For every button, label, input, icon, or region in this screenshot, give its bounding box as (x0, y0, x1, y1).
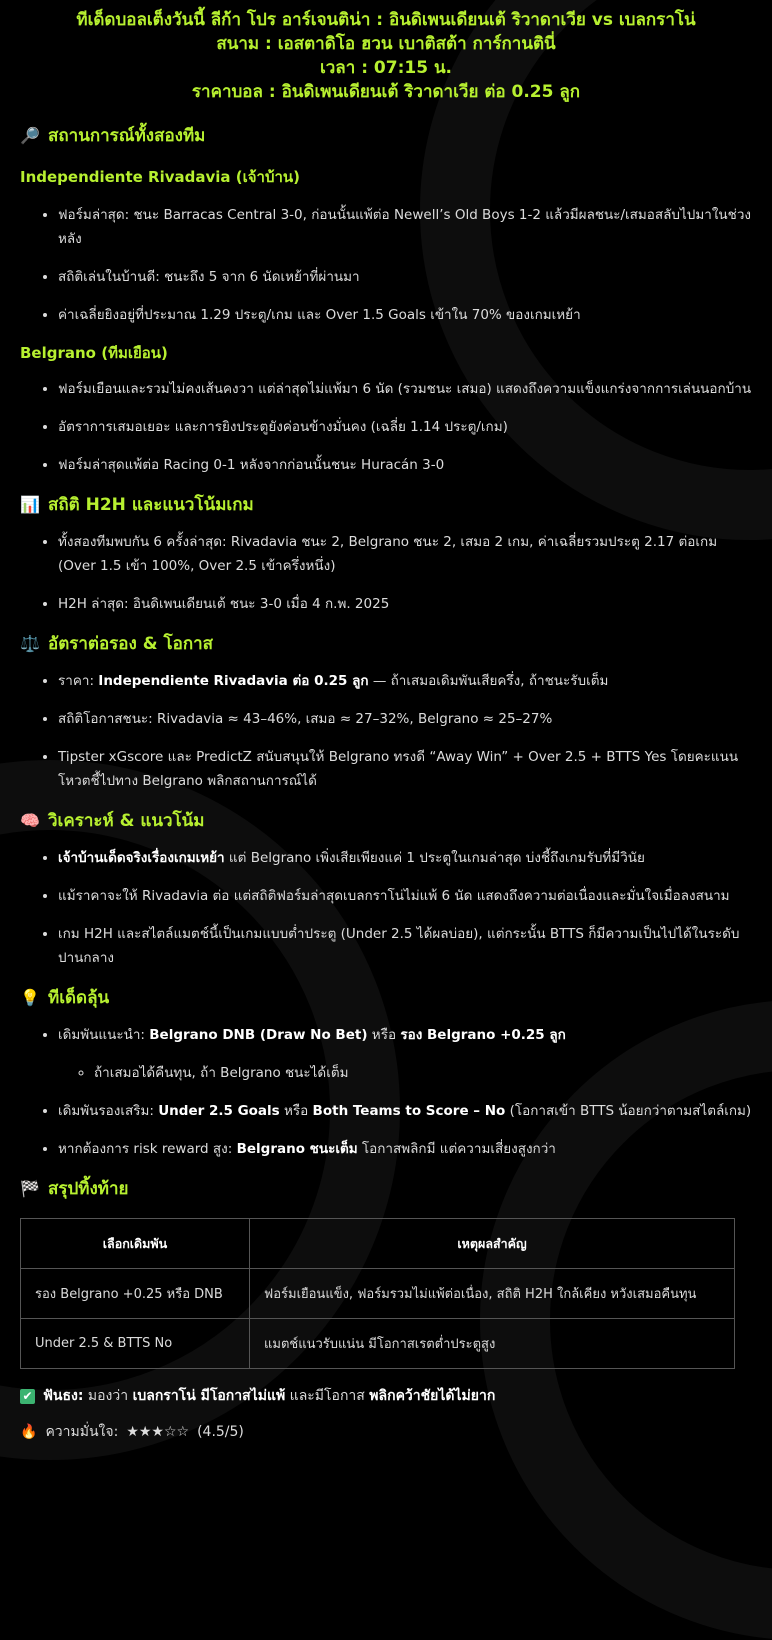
text: แต่ Belgrano เพิ่งเสียเพียงแค่ 1 ประตูในเกมล่าสุด บ่งชี้ถึงเกมรับที่มีวินัย (224, 850, 645, 866)
table-row (21, 1319, 735, 1369)
bold-text: Independiente Rivadavia ต่อ 0.25 ลูก (98, 673, 369, 689)
bold-text: พลิกคว้าชัยได้ไม่ยาก (369, 1388, 496, 1404)
table-cell: รอง Belgrano +0.25 หรือ DNB (21, 1269, 250, 1319)
table-header-cell: เหตุผลสำคัญ (250, 1219, 735, 1269)
list-item: • ค่าเฉลี่ยยิงอยู่ที่ประมาณ 1.29 ประตู/เกม และ Over 1.5 Goals เข้าใน 70% ของเกมเหย้า (58, 303, 752, 327)
list-item: • แม้ราคาจะให้ Rivadavia ต่อ แต่สถิติฟอร์มล่าสุดเบลกราโน่ไม่แพ้ 6 นัด แสดงถึงความต่อเนื่องและมั่นใจเมื่อลงสนาม (58, 884, 752, 908)
bold-text: Belgrano DNB (Draw No Bet) (149, 1027, 368, 1043)
text: หากต้องการ risk reward สูง: (58, 1141, 237, 1157)
table-row (21, 1269, 735, 1319)
odds-list (20, 669, 752, 793)
section-title: สถานการณ์ทั้งสองทีม (48, 126, 206, 146)
bold-text: Under 2.5 Goals (158, 1103, 280, 1119)
home-team-list (20, 203, 752, 327)
list-item (58, 669, 752, 693)
verdict-text (43, 1385, 495, 1407)
confidence-stars: ★★★☆☆ (126, 1424, 190, 1440)
fire-icon: 🔥 (20, 1424, 38, 1440)
list-item: • ฟอร์มล่าสุดแพ้ต่อ Racing 0-1 หลังจากก่อนนั้นชนะ Huracán 3-0 (58, 453, 752, 477)
section-title: สรุปทิ้งท้าย (48, 1179, 129, 1199)
table-cell: ฟอร์มเยือนแข็ง, ฟอร์มรวมไม่แพ้ต่อเนื่อง, สถิติ H2H ใกล้เคียง หวังเสมอคืนทุน (250, 1269, 735, 1319)
list-item: • ทั้งสองทีมพบกัน 6 ครั้งล่าสุด: Rivadavia ชนะ 2, Belgrano ชนะ 2, เสมอ 2 เกม, ค่าเฉลี่ยรวมประตู 2.17 ต่อเกม (Over 1.5 เข้า 100%, Over 2.5 เข้าครึ่งหนึ่ง) (58, 530, 752, 578)
list-item (58, 846, 752, 870)
sub-list-item: ◦ ถ้าเสมอได้คืนทุน, ถ้า Belgrano ชนะได้เต็ม (94, 1061, 752, 1085)
text: — ถ้าเสมอเดิมพันเสียครึ่ง, ถ้าชนะรับเต็ม (368, 673, 609, 689)
away-team-heading: Belgrano (ทีมเยือน) (20, 344, 168, 362)
scales-icon: ⚖️ (20, 634, 40, 653)
table-cell: Under 2.5 & BTTS No (21, 1319, 250, 1369)
bold-text: เบลกราโน่ มีโอกาสไม่แพ้ (132, 1388, 286, 1404)
section-title: วิเคราะห์ & แนวโน้ม (48, 811, 205, 831)
section-title: ทีเด็ดลุ้น (48, 988, 110, 1008)
section-heading-odds (20, 630, 752, 657)
table-header-row (21, 1219, 735, 1269)
list-item: • Tipster xGscore และ PredictZ สนับสนุนให้ Belgrano ทรงดี “Away Win” + Over 2.5 + BTTS Yes โดยคะแนนโหวตชี้ไปทาง Belgrano พลิกสถานการณ์ได้ (58, 745, 752, 793)
table-cell: แมตช์แนวรับแน่น มีโอกาสเรตต่ำประตูสูง (250, 1319, 735, 1369)
bold-text: เจ้าบ้านเด็ดจริงเรื่องเกมเหย้า (58, 850, 225, 866)
magnifier-icon: 🔎 (20, 126, 40, 145)
checkered-flag-icon: 🏁 (20, 1179, 40, 1198)
text: มองว่า (83, 1388, 133, 1404)
section-heading-tips (20, 984, 752, 1011)
bold-text: รอง Belgrano +0.25 ลูก (400, 1027, 566, 1043)
table-header-cell: เลือกเดิมพัน (21, 1219, 250, 1269)
list-item (58, 1137, 752, 1161)
list-item (58, 1023, 752, 1085)
list-item: • ฟอร์มล่าสุด: ชนะ Barracas Central 3-0, ก่อนนั้นแพ้ต่อ Newell’s Old Boys 1-2 แล้วมีผลชนะ/เสมอสลับไปมาในช่วงหลัง (58, 203, 752, 251)
list-item: • สถิติโอกาสชนะ: Rivadavia ≈ 43–46%, เสมอ ≈ 27–32%, Belgrano ≈ 25–27% (58, 707, 752, 731)
confidence-score: (4.5/5) (197, 1424, 244, 1440)
text: หรือ (367, 1027, 401, 1043)
text: และมีโอกาส (285, 1388, 370, 1404)
away-team-list (20, 377, 752, 477)
text: เดิมพันแนะนำ: (58, 1027, 150, 1043)
section-heading-h2h (20, 491, 752, 518)
section-title: อัตราต่อรอง & โอกาส (48, 634, 214, 654)
header-stadium: สนาม : เอสตาดิโอ ฮวน เบาติสต้า การ์กานตินี่ (216, 34, 556, 54)
verdict-line (20, 1385, 752, 1407)
text: หรือ (279, 1103, 313, 1119)
list-item: • สถิติเล่นในบ้านดี: ชนะถึง 5 จาก 6 นัดเหย้าที่ผ่านมา (58, 265, 752, 289)
list-item (58, 1099, 752, 1123)
list-item: • อัตราการเสมอเยอะ และการยิงประตูยังค่อนข้างมั่นคง (เฉลี่ย 1.14 ประตู/เกม) (58, 415, 752, 439)
bar-chart-icon: 📊 (20, 495, 40, 514)
brain-icon: 🧠 (20, 811, 40, 830)
section-heading-summary (20, 1175, 752, 1202)
section-heading-analysis (20, 807, 752, 834)
header-title: ทีเด็ดบอลเต็งวันนี้ ลีก้า โปร อาร์เจนติน่า : อินดิเพนเดียนเต้ ริวาดาเวีย vs เบลกราโน่ (76, 10, 696, 30)
section-title: สถิติ H2H และแนวโน้มเกม (48, 495, 254, 515)
header-time: เวลา : 07:15 น. (319, 58, 453, 78)
check-icon: ✔ (20, 1389, 35, 1404)
confidence-line (20, 1421, 752, 1443)
analysis-list (20, 846, 752, 970)
list-item: • ฟอร์มเยือนและรวมไม่คงเส้นคงวา แต่ล่าสุดไม่แพ้มา 6 นัด (รวมชนะ เสมอ) แสดงถึงความแข็งแกร่งจากการเล่นนอกบ้าน (58, 377, 752, 401)
text: (โอกาสเข้า BTTS น้อยกว่าตามสไตล์เกม) (505, 1103, 752, 1119)
verdict-label: ฟันธง: (43, 1388, 84, 1404)
section-heading-teams (20, 122, 752, 149)
text: ราคา: (58, 673, 99, 689)
article-header (20, 0, 752, 104)
tips-list (20, 1023, 752, 1161)
bold-text: Both Teams to Score – No (312, 1103, 506, 1119)
text: โอกาสพลิกมี แต่ความเสี่ยงสูงกว่า (357, 1141, 556, 1157)
bold-text: Belgrano ชนะเต็ม (236, 1141, 358, 1157)
lightbulb-icon: 💡 (20, 988, 40, 1007)
list-item: • H2H ล่าสุด: อินดิเพนเดียนเต้ ชนะ 3-0 เมื่อ 4 ก.พ. 2025 (58, 592, 752, 616)
list-item: • เกม H2H และสไตล์แมตช์นี้เป็นเกมแบบต่ำประตู (Under 2.5 ได้ผลบ่อย), แต่กระนั้น BTTS ก็มีความเป็นไปได้ในระดับปานกลาง (58, 922, 752, 970)
sub-list (58, 1061, 752, 1085)
confidence-label: ความมั่นใจ: (45, 1424, 119, 1440)
header-odds: ราคาบอล : อินดิเพนเดียนเต้ ริวาดาเวีย ต่อ 0.25 ลูก (191, 82, 581, 102)
text: เดิมพันรองเสริม: (58, 1103, 159, 1119)
summary-table (20, 1218, 735, 1369)
h2h-list (20, 530, 752, 616)
home-team-heading: Independiente Rivadavia (เจ้าบ้าน) (20, 168, 301, 186)
